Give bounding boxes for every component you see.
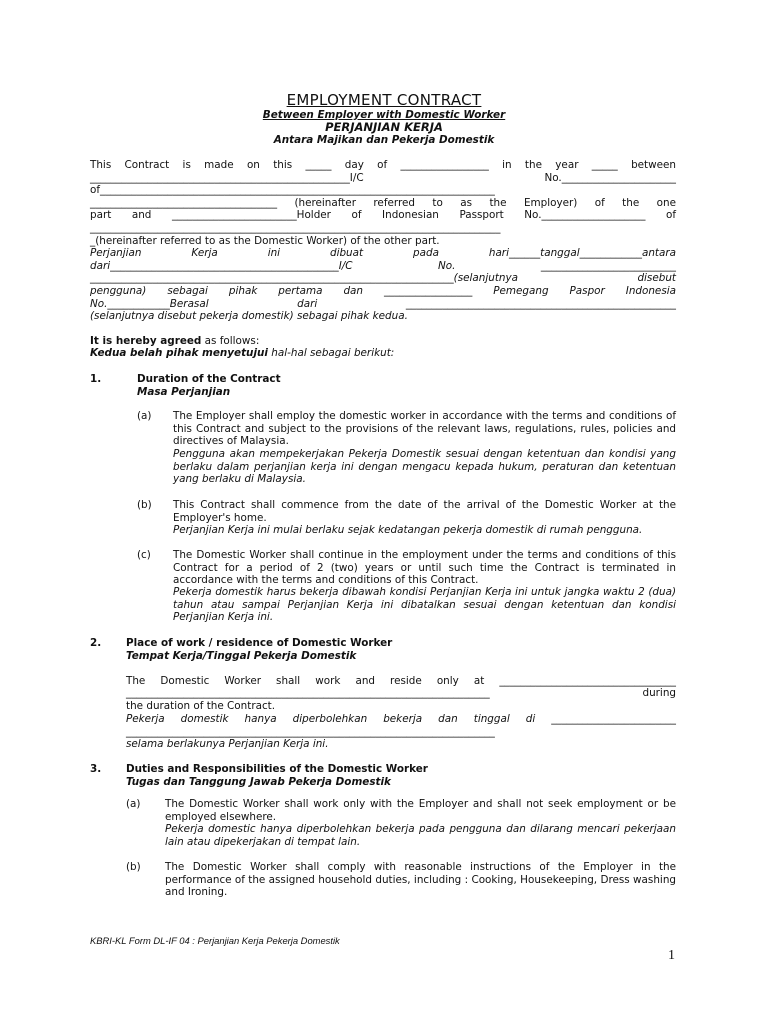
page-number: 1 — [668, 948, 675, 963]
section-title-id: Masa Perjanjian — [137, 386, 231, 398]
agreement-english-rest: as follows: — [201, 335, 260, 347]
section-line-id: selama berlakunya Perjanjian Kerja ini. — [126, 738, 329, 750]
item-label: (b) — [137, 499, 152, 511]
preamble-line-id: Perjanjian Kerja ini dibuat pada hari______tanggal____________antara — [90, 247, 676, 259]
section-line: ______________________________________________________________________ during — [126, 687, 676, 699]
section-number: 1. — [90, 373, 102, 385]
item-label: (b) — [126, 861, 141, 873]
item-text-id: Perjanjian Kerja ini mulai berlaku sejak kedatangan pekerja domestik di rumah pengguna. — [173, 524, 643, 536]
section-title-id: Tugas dan Tanggung Jawab Pekerja Domestik — [126, 776, 391, 788]
item-text-id: Pekerja domestik harus bekerja dibawah kondisi Perjanjian Kerja ini untuk jangka waktu 2 (dua) tahun atau sampai Perjanjian Kerja ini dibatalkan sesuai dengan ketentuan dan kondisi Perjanjian Kerja ini. — [173, 586, 676, 624]
agreement-english — [90, 335, 259, 348]
preamble-line: This Contract is made on this _____ day of _________________ in the year _____ between — [90, 159, 676, 171]
item-text: The Domestic Worker shall comply with reasonable instructions of the Employer in the performance of the assigned household duties, including : Cooking, Housekeeping, Dress washing and Ironing. — [165, 861, 676, 899]
agreement-indonesian — [90, 347, 394, 360]
title-indonesian: PERJANJIAN KERJA — [325, 120, 443, 134]
item-text: The Domestic Worker shall work only with the Employer and shall not seek employment or be employed elsewhere. — [165, 798, 676, 823]
item-text-id: Pekerja domestic hanya diperbolehkan bekerja pada pengguna dan dilarang mencari pekerjaan lain atau dipekerjakan di tempat lain. — [165, 823, 676, 848]
preamble-line-id: No.____________Berasal dari ____________________________________________________ — [90, 298, 676, 310]
preamble-line: part and ________________________Holder of Indonesian Passport No.____________________ of — [90, 209, 676, 221]
section-number: 2. — [90, 637, 102, 649]
section-title: Duties and Responsibilities of the Domestic Worker — [126, 763, 428, 775]
agreement-indonesian-rest: hal-hal sebagai berikut: — [267, 347, 395, 359]
section-line: the duration of the Contract. — [126, 700, 276, 712]
subtitle-english: Between Employer with Domestic Worker — [262, 109, 506, 121]
preamble-line-id: ______________________________________________________________________(selanjutnya disebut — [90, 272, 676, 284]
item-label: (a) — [126, 798, 141, 810]
item-label: (a) — [137, 410, 152, 422]
document-title: EMPLOYMENT CONTRACT — [286, 91, 482, 109]
section-number: 3. — [90, 763, 102, 775]
preamble-line-id: dari____________________________________________I/C No. __________________________ — [90, 260, 676, 272]
item-label: (c) — [137, 549, 151, 561]
section-title: Duration of the Contract — [137, 373, 281, 385]
subtitle-indonesian: Antara Majikan dan Pekerja Domestik — [273, 134, 495, 146]
item-text: The Domestic Worker shall continue in the employment under the terms and conditions of this Contract for a period of 2 (two) years or until such time the Contract is terminated in accordance with the terms and conditions of this Contract. — [173, 549, 676, 587]
section-title: Place of work / residence of Domestic Worker — [126, 637, 393, 649]
preamble-line-id: pengguna) sebagai pihak pertama dan _________________ Pemegang Paspor Indonesia — [90, 285, 676, 297]
item-text: This Contract shall commence from the date of the arrival of the Domestic Worker at the Employer's home. — [173, 499, 676, 524]
section-title-id: Tempat Kerja/Tinggal Pekerja Domestik — [126, 650, 357, 662]
preamble-line: _______________________________________________________________________________ — [90, 222, 501, 234]
item-text-id: Pengguna akan mempekerjakan Pekerja Domestik sesuai dengan ketentuan dan kondisi yang berlaku dalam perjanjian kerja ini dengan mengacu kepada hukum, peraturan dan ketentuan yang berlaku di Malaysia. — [173, 448, 676, 486]
section-line: The Domestic Worker shall work and reside only at __________________________________ — [126, 675, 676, 687]
preamble-line: ____________________________________ (hereinafter referred to as the Employer) of the one — [90, 197, 676, 209]
preamble-line: __________________________________________________I/C No.______________________ — [90, 172, 676, 184]
agreement-english-bold: It is hereby agreed — [90, 335, 202, 347]
preamble-line: of____________________________________________________________________________ — [90, 184, 495, 196]
preamble-line: _(hereinafter referred to as the Domestic Worker) of the other part. — [90, 235, 440, 247]
form-footer-label: KBRI-KL Form DL-IF 04 : Perjanjian Kerja Pekerja Domestik — [90, 935, 340, 946]
agreement-indonesian-bold: Kedua belah pihak menyetujui — [90, 347, 268, 359]
preamble-line-id: (selanjutnya disebut pekerja domestik) sebagai pihak kedua. — [90, 310, 408, 322]
item-text: The Employer shall employ the domestic worker in accordance with the terms and conditions of this Contract and subject to the provisions of the relevant laws, regulations, rules, policies and directives of Malaysia. — [173, 410, 676, 448]
section-line-id: _______________________________________________________________________ — [126, 726, 495, 738]
section-line-id: Pekerja domestik hanya diperbolehkan bekerja dan tinggal di ________________________ — [126, 713, 676, 725]
